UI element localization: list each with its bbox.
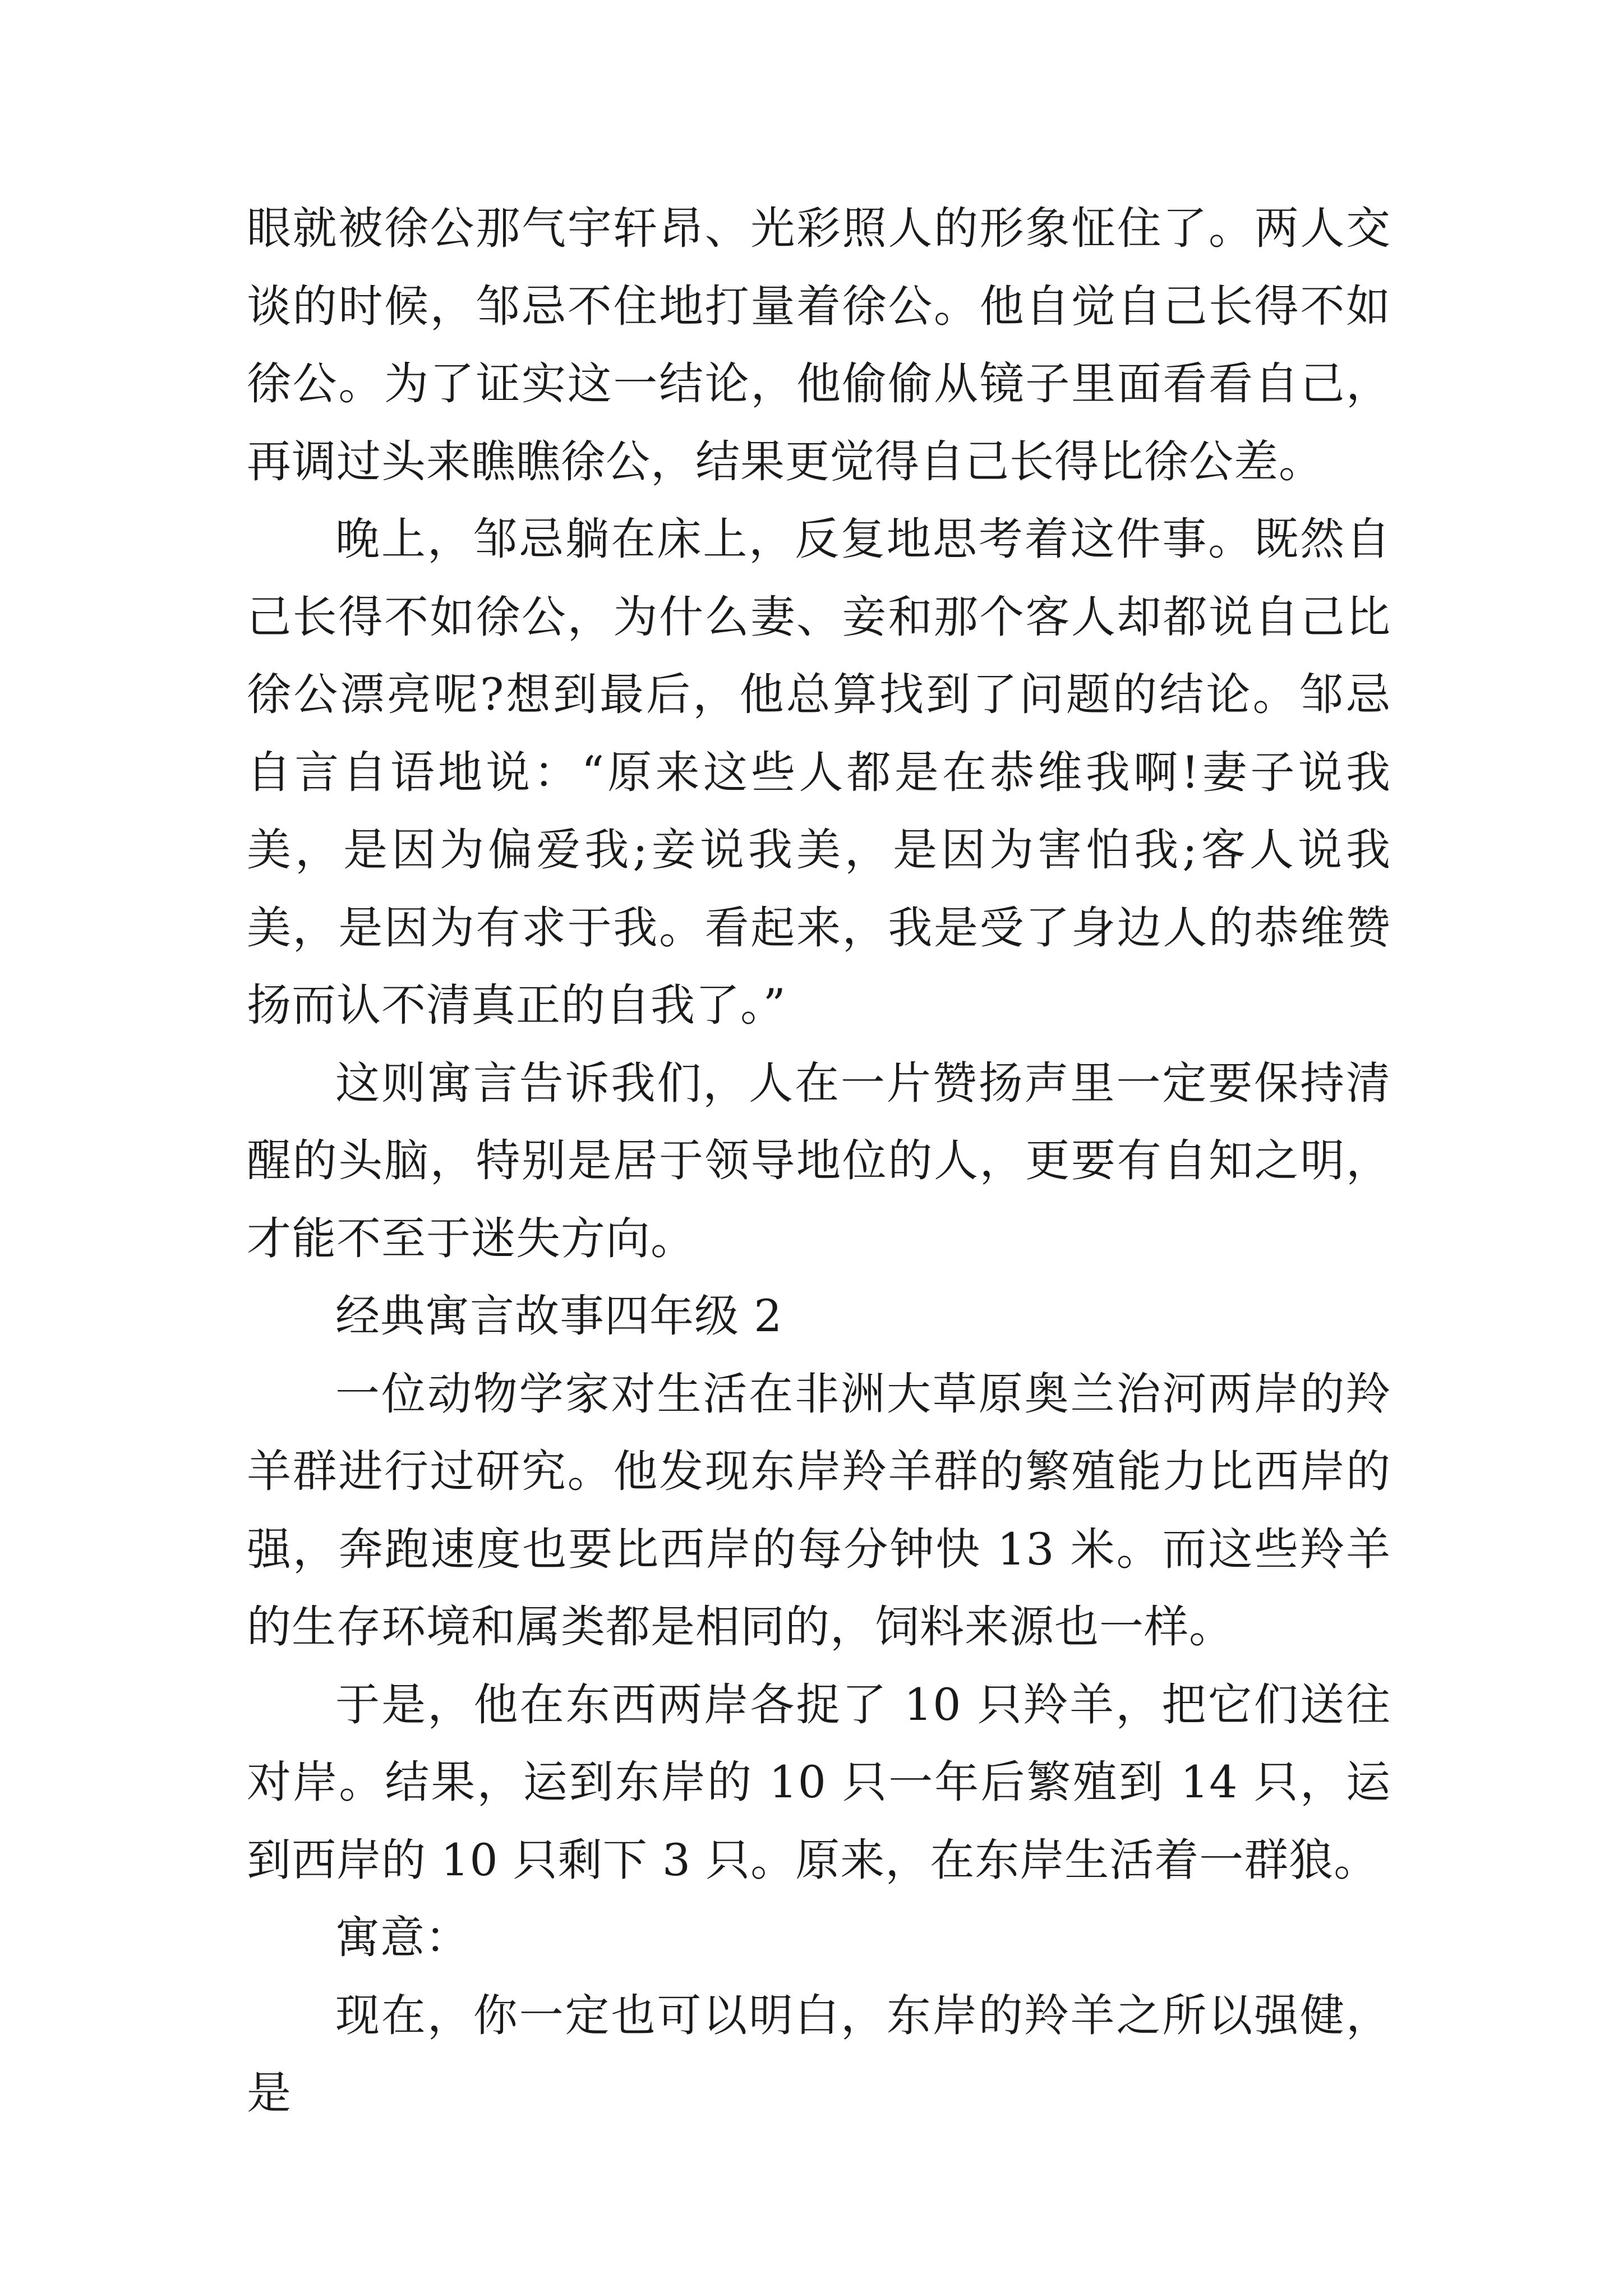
body-text: [247, 190, 1391, 2132]
paragraph-antelope-study: 一位动物学家对生活在非洲大草原奥兰治河两岸的羚羊群进行过研究。他发现东岸羚羊群的繁殖能力比西岸的强，奔跑速度也要比西岸的每分钟快 13 米。而这些羚羊的生存环境和属类都是相同的，饲料来源也一样。: [247, 1368, 1391, 1653]
moral-label: 寓意：: [335, 1912, 470, 1963]
paragraph-zouji-reflection: 晚上，邹忌躺在床上，反复地思考着这件事。既然自己长得不如徐公，为什么妻、妾和那个客人却都说自己比徐公漂亮呢?想到最后，他总算找到了问题的结论。邹忌自言自语地说：“原来这些人都是在恭维我啊!妻子说我美，是因为偏爱我;妾说我美，是因为害怕我;客人说我美，是因为有求于我。看起来，我是受了身边人的恭维赞扬而认不清真正的自我了。”: [247, 513, 1391, 1031]
paragraph-moral-2: 现在，你一定也可以明白，东岸的羚羊之所以强健，是: [247, 1989, 1391, 2119]
section-heading: 经典寓言故事四年级 2: [335, 1290, 783, 1342]
paragraph-continuation: 眼就被徐公那气宇轩昂、光彩照人的形象怔住了。两人交谈的时候，邹忌不住地打量着徐公。他自觉自己长得不如徐公。为了证实这一结论，他偷偷从镜子里面看看自己，再调过头来瞧瞧徐公，结果更觉得自己长得比徐公差。: [247, 203, 1391, 487]
paragraph-moral-1: 这则寓言告诉我们，人在一片赞扬声里一定要保持清醒的头脑，特别是居于领导地位的人，更要有自知之明，才能不至于迷失方向。: [247, 1057, 1391, 1264]
paragraph-antelope-experiment: 于是，他在东西两岸各捉了 10 只羚羊，把它们送往对岸。结果，运到东岸的 10 只一年后繁殖到 14 只，运到西岸的 10 只剩下 3 只。原来，在东岸生活着一群狼。: [247, 1678, 1391, 1886]
